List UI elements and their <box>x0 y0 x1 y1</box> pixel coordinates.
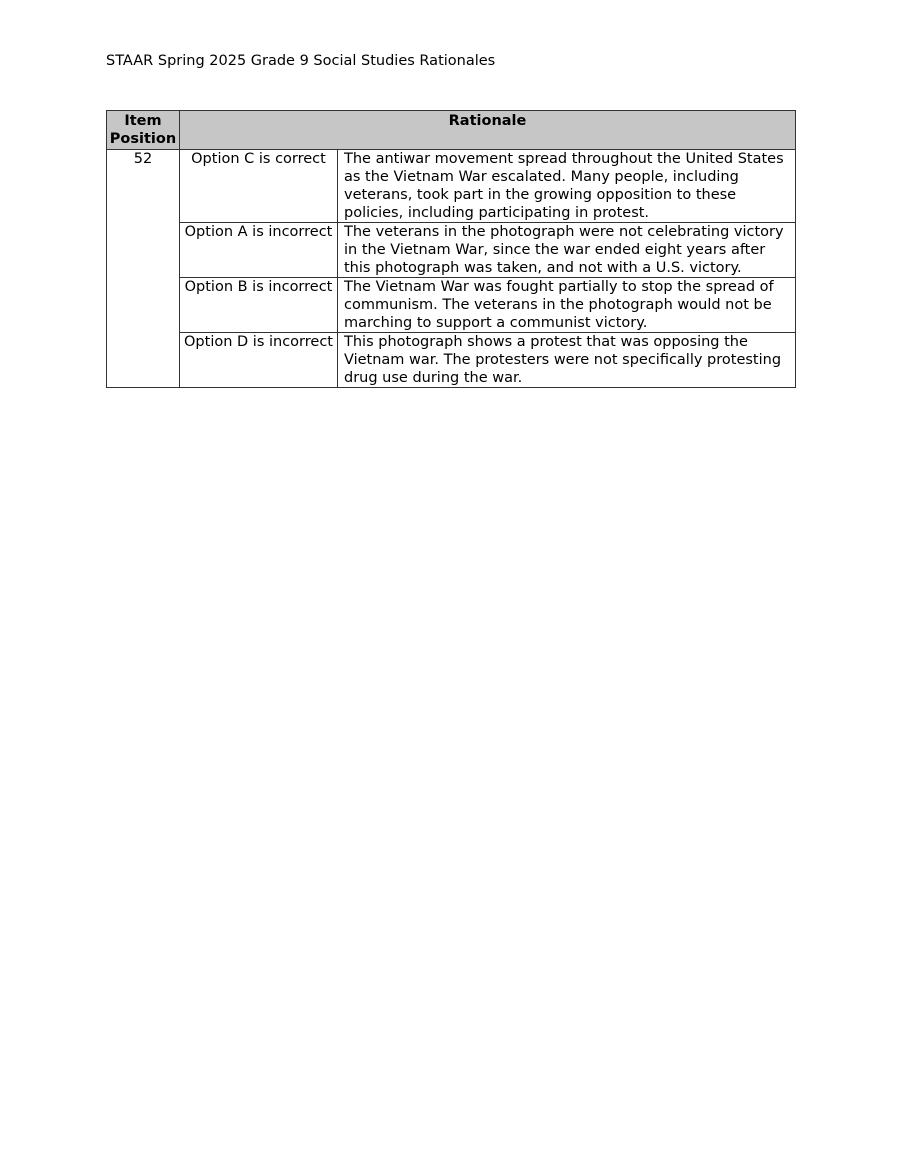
table-row <box>107 223 796 278</box>
table-row <box>107 278 796 333</box>
option-label-cell: Option C is correct <box>180 150 338 223</box>
option-label-cell: Option D is incorrect <box>180 333 338 388</box>
rationale-table <box>106 110 796 388</box>
rationale-text-cell: The antiwar movement spread throughout the United States as the Vietnam War escalated. Many people, including veterans, took part in the growing opposition to these policies, including participating in protest. <box>338 150 796 223</box>
page-header-title: STAAR Spring 2025 Grade 9 Social Studies Rationales <box>106 53 496 69</box>
rationale-header: Rationale <box>180 111 796 150</box>
table-row <box>107 150 796 223</box>
rationale-text-cell: The Vietnam War was fought partially to stop the spread of communism. The veterans in the photograph would not be marching to support a communist victory. <box>338 278 796 333</box>
item-number-cell: 52 <box>107 150 180 388</box>
rationale-text-cell: The veterans in the photograph were not celebrating victory in the Vietnam War, since the war ended eight years after this photograph was taken, and not with a U.S. victory. <box>338 223 796 278</box>
rationale-text-cell: This photograph shows a protest that was opposing the Vietnam war. The protesters were not specifically protesting drug use during the war. <box>338 333 796 388</box>
option-label-cell: Option B is incorrect <box>180 278 338 333</box>
item-position-header: Item Position <box>107 111 180 150</box>
table-row <box>107 333 796 388</box>
table-header-row <box>107 111 796 150</box>
option-label-cell: Option A is incorrect <box>180 223 338 278</box>
